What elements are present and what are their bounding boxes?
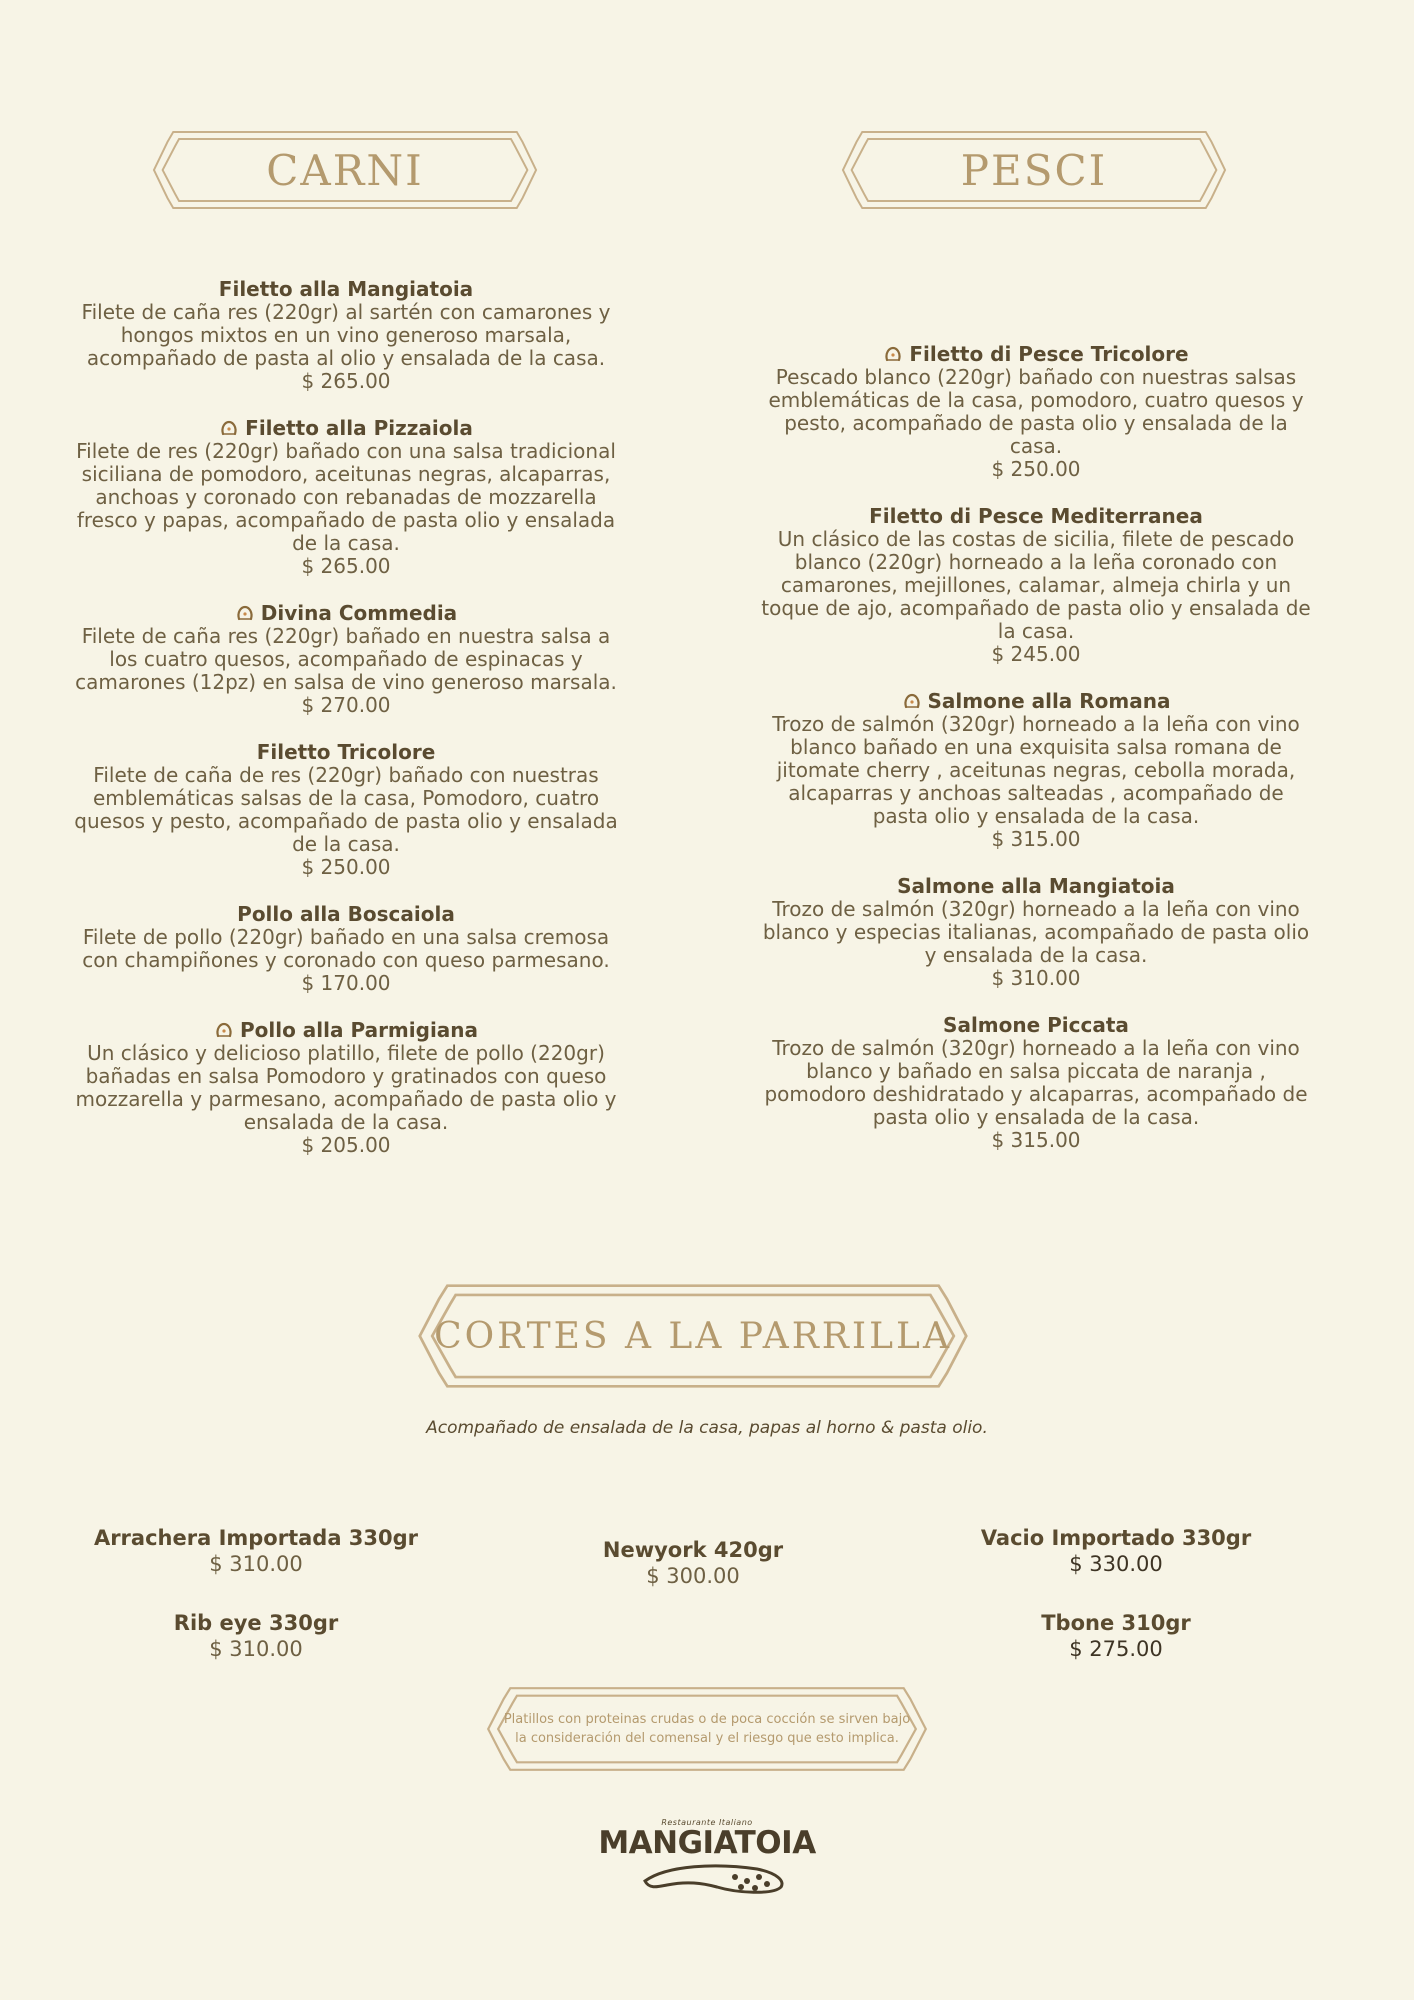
spicy-pepper-icon — [219, 419, 239, 439]
restaurant-logo — [557, 1818, 857, 1918]
cut-price: $ 310.00 — [209, 1637, 303, 1661]
cortes-header-frame — [417, 1283, 969, 1389]
menu-item — [68, 602, 624, 717]
dish-description: Trozo de salmón (320gr) horneado a la leña con vino blanco y bañado en salsa piccata de naranja , pomodoro deshidratado y alcaparras, acompañado de pasta olio y ensalada de la casa. — [764, 1036, 1308, 1129]
dish-price: $ 250.00 — [991, 457, 1081, 481]
dish-description: Filete de caña de res (220gr) bañado con nuestras emblemáticas salsas de la casa, Pomodoro, cuatro quesos y pesto, acompañado de pasta olio y ensalada de la casa. — [74, 763, 618, 856]
dish-name — [68, 278, 624, 301]
dish-name-text: Filetto Tricolore — [256, 740, 436, 764]
menu-item — [68, 278, 624, 393]
carni-header-frame — [152, 130, 538, 210]
cut-name: Rib eye 330gr — [173, 1611, 339, 1635]
dish-name-text: Filetto alla Mangiatoia — [218, 277, 474, 301]
cut-price: $ 330.00 — [1069, 1552, 1163, 1576]
dish-name — [68, 602, 624, 625]
pesci-header-frame — [841, 130, 1227, 210]
dish-price: $ 265.00 — [301, 554, 391, 578]
cortes-note: Acompañado de ensalada de la casa, papas al horno & pasta olio. — [426, 1418, 988, 1438]
dish-description: Filete de res (220gr) bañado con una salsa tradicional siciliana de pomodoro, aceitunas negras, alcaparras, anchoas y coronado con rebanadas de mozzarella fresco y papas, acompañado de pasta olio y ensalada de la casa. — [76, 439, 616, 555]
dish-description: Filete de caña res (220gr) al sartén con camarones y hongos mixtos en un vino generoso marsala, acompañado de pasta al olio y ensalada de la casa. — [81, 300, 611, 370]
dish-price: $ 245.00 — [991, 642, 1081, 666]
spicy-pepper-icon — [235, 604, 255, 624]
cut-price: $ 310.00 — [209, 1552, 303, 1576]
cut-item — [66, 1525, 446, 1577]
dish-name-text: Pollo alla Boscaiola — [237, 902, 455, 926]
cut-name: Arrachera Importada 330gr — [93, 1526, 419, 1550]
dish-price: $ 265.00 — [301, 369, 391, 393]
cortes-title: CORTES A LA PARRILLA — [434, 1315, 952, 1357]
dish-name — [68, 741, 624, 764]
dish-price: $ 205.00 — [301, 1133, 391, 1157]
cut-name: Newyork 420gr — [602, 1538, 784, 1562]
pesci-title: PESCI — [960, 145, 1108, 195]
dish-price: $ 315.00 — [991, 1128, 1081, 1152]
dish-name-text: Salmone Piccata — [943, 1013, 1129, 1037]
menu-item — [68, 741, 624, 879]
cut-name: Vacio Importado 330gr — [980, 1526, 1252, 1550]
dish-name-text: Filetto di Pesce Mediterranea — [869, 504, 1203, 528]
dish-price: $ 170.00 — [301, 971, 391, 995]
dish-name-text: Divina Commedia — [260, 601, 458, 625]
cut-item — [926, 1525, 1306, 1577]
spicy-pepper-icon — [883, 345, 903, 365]
dish-price: $ 250.00 — [301, 855, 391, 879]
dish-name — [68, 903, 624, 926]
pizza-peel-icon — [607, 1859, 807, 1899]
cut-price: $ 275.00 — [1069, 1637, 1163, 1661]
dish-name — [758, 690, 1314, 713]
carni-title: CARNI — [266, 145, 424, 195]
logo-tagline: Restaurante Italiano — [661, 1818, 753, 1827]
cut-item — [66, 1610, 446, 1662]
dish-name — [758, 505, 1314, 528]
menu-item — [758, 690, 1314, 851]
menu-item — [758, 343, 1314, 481]
dish-price: $ 270.00 — [301, 693, 391, 717]
dish-name — [758, 875, 1314, 898]
cut-item — [503, 1537, 883, 1589]
dish-description: Un clásico y delicioso platillo, filete de pollo (220gr) bañadas en salsa Pomodoro y gratinados con queso mozzarella y parmesano, acompañado de pasta olio y ensalada de la casa. — [75, 1041, 617, 1134]
cut-price: $ 300.00 — [646, 1564, 740, 1588]
dish-name-text: Pollo alla Parmigiana — [239, 1018, 479, 1042]
dish-description: Filete de caña res (220gr) bañado en nuestra salsa a los cuatro quesos, acompañado de espinacas y camarones (12pz) en salsa de vino generoso marsala. — [75, 624, 617, 694]
menu-item — [758, 505, 1314, 666]
dish-price: $ 315.00 — [991, 827, 1081, 851]
disclaimer-frame — [486, 1686, 928, 1772]
dish-description: Trozo de salmón (320gr) horneado a la leña con vino blanco bañado en una exquisita salsa romana de jitomate cherry , aceitunas negras, cebolla morada, alcaparras y anchoas salteadas , acompañado de pasta olio y ensalada de la casa. — [772, 712, 1300, 828]
menu-item — [68, 417, 624, 578]
menu-item — [68, 903, 624, 995]
disclaimer-text: Platillos con proteinas crudas o de poca cocción se sirven bajo la consideración del comensal y el riesgo que esto implica. — [503, 1712, 911, 1746]
dish-name — [68, 1019, 624, 1042]
menu-item — [68, 1019, 624, 1157]
dish-description: Filete de pollo (220gr) bañado en una salsa cremosa con champiñones y coronado con queso parmesano. — [82, 925, 610, 972]
dish-price: $ 310.00 — [991, 966, 1081, 990]
dish-name-text: Salmone alla Romana — [927, 689, 1171, 713]
menu-item — [758, 1014, 1314, 1152]
dish-description: Pescado blanco (220gr) bañado con nuestras salsas emblemáticas de la casa, pomodoro, cuatro quesos y pesto, acompañado de pasta olio y ensalada de la casa. — [768, 365, 1304, 458]
dish-description: Un clásico de las costas de sicilia, filete de pescado blanco (220gr) horneado a la leña coronado con camarones, mejillones, calamar, almeja chirla y un toque de ajo, acompañado de pasta olio y ensalada de la casa. — [761, 527, 1311, 643]
carni-list — [68, 278, 624, 1157]
dish-description: Trozo de salmón (320gr) horneado a la leña con vino blanco y especias italianas, acompañado de pasta olio y ensalada de la casa. — [762, 897, 1310, 967]
logo-name: MANGIATOIA — [598, 1825, 816, 1861]
dish-name-text: Salmone alla Mangiatoia — [897, 874, 1175, 898]
menu-item — [758, 875, 1314, 990]
cut-name: Tbone 310gr — [1041, 1611, 1191, 1635]
dish-name — [68, 417, 624, 440]
spicy-pepper-icon — [214, 1021, 234, 1041]
dish-name-text: Filetto di Pesce Tricolore — [909, 342, 1189, 366]
dish-name — [758, 343, 1314, 366]
dish-name-text: Filetto alla Pizzaiola — [245, 416, 473, 440]
cut-item — [926, 1610, 1306, 1662]
dish-name — [758, 1014, 1314, 1037]
pesci-list — [758, 343, 1314, 1152]
spicy-pepper-icon — [902, 692, 922, 712]
